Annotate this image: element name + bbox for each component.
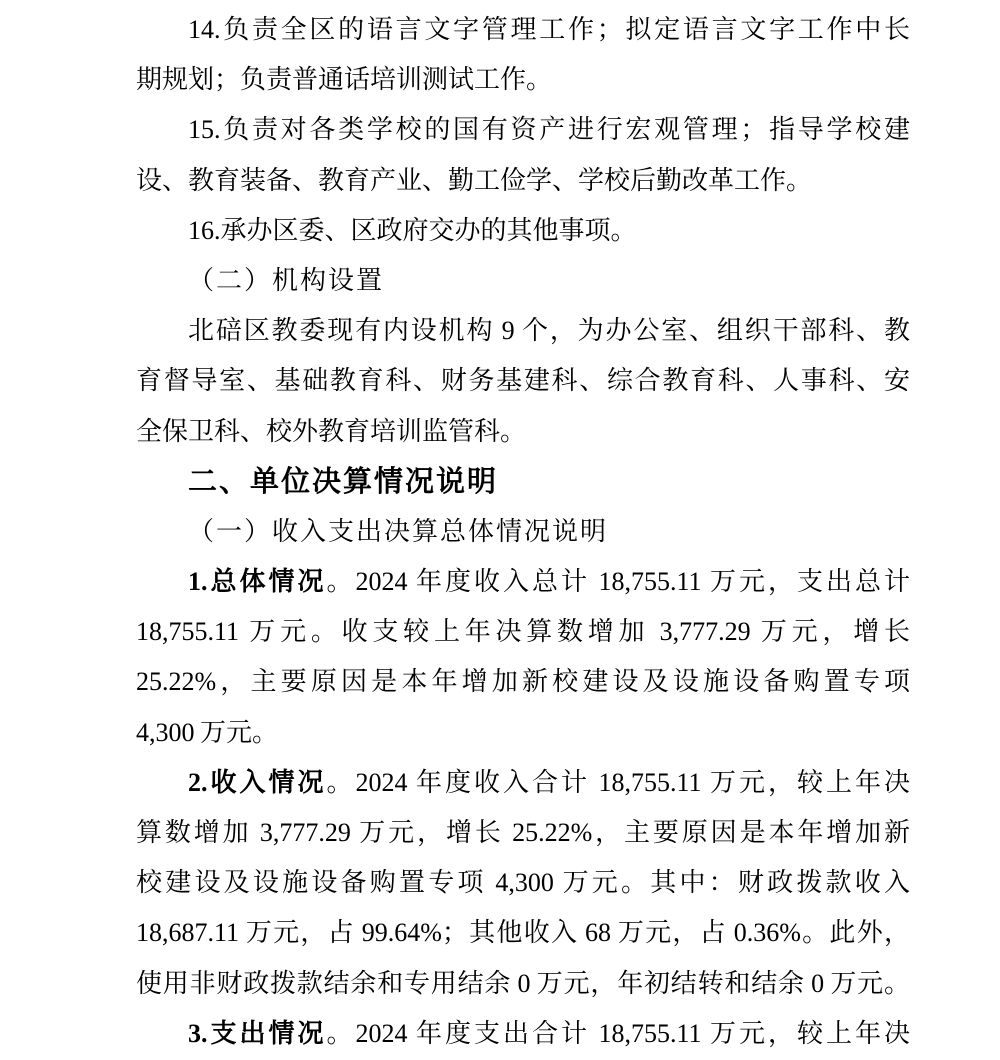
paragraph-line: 设、教育装备、教育产业、勤工俭学、学校后勤改革工作。 [136,165,813,195]
document-body [136,5,910,1059]
numbered-paragraph-line [136,1009,910,1059]
paragraph-lead-bold: 1.总体情况 [188,567,327,597]
paragraph-line: 北碚区教委现有内设机构 9 个，为办公室、组织干部科、教 [188,316,910,346]
paragraph-line: 期规划；负责普通话培训测试工作。 [136,65,553,95]
paragraph-line: 16.承办区委、区政府交办的其他事项。 [188,215,637,245]
section-heading: 二、单位决算情况说明 [188,465,499,498]
paragraph-text: 。2024 年度收入合计 18,755.11 万元，较上年决 [326,767,910,797]
paragraph-line: 15.负责对各类学校的国有资产进行宏观管理；指导学校建 [188,115,910,145]
paragraph-line: 算数增加 3,777.29 万元，增长 25.22%，主要原因是本年增加新 [136,818,910,847]
numbered-paragraph-line [136,557,910,607]
paragraph-line: 育督导室、基础教育科、财务基建科、综合教育科、人事科、安 [136,366,910,396]
paragraph-line: 4,300 万元。 [136,717,279,747]
paragraph-line: 25.22%，主要原因是本年增加新校建设及设施设备购置专项 [136,667,910,697]
paragraph-line: 14.负责全区的语言文字管理工作；拟定语言文字工作中长 [188,15,910,44]
paragraph-line: 使用非财政拨款结余和专用结余 0 万元，年初结转和结余 0 万元。 [136,968,910,998]
paragraph-text: 。2024 年度支出合计 18,755.11 万元，较上年决 [326,1018,910,1048]
paragraph-line: 校建设及设施设备购置专项 4,300 万元。其中：财政拨款收入 [136,868,910,898]
subsection-heading: （一）收入支出决算总体情况说明 [188,516,609,546]
paragraph-lead-bold: 3.支出情况 [188,1018,327,1048]
paragraph-line: 18,755.11 万元。收支较上年决算数增加 3,777.29 万元，增长 [136,617,910,647]
subsection-heading: （二）机构设置 [188,265,385,295]
numbered-paragraph-line [136,758,910,808]
paragraph-text: 。2024 年度收入总计 18,755.11 万元，支出总计 [326,567,910,597]
paragraph-lead-bold: 2.收入情况 [188,767,327,797]
paragraph-line: 18,687.11 万元，占 99.64%；其他收入 68 万元，占 0.36%。此外， [136,918,910,948]
paragraph-line: 全保卫科、校外教育培训监管科。 [136,416,527,446]
